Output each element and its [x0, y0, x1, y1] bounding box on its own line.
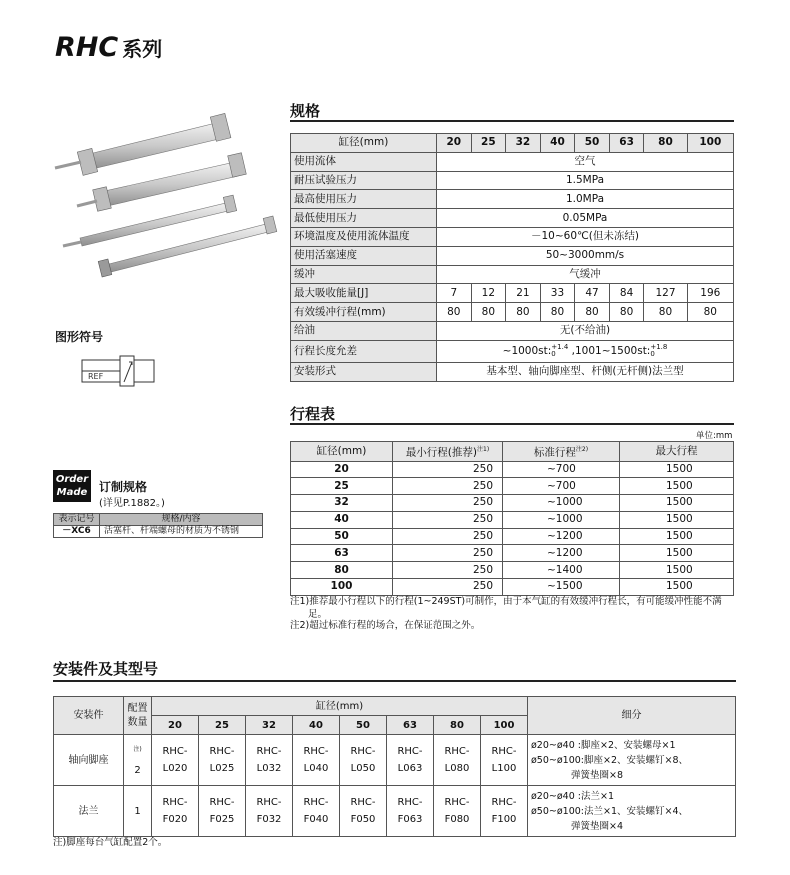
mount-detail-line: ø50~ø100:法兰×1、安装螺钉×4、: [531, 805, 689, 817]
stroke-max: 1500: [620, 495, 734, 512]
spec-row-label: 环境温度及使用流体温度: [291, 227, 437, 246]
stroke-max: 1500: [620, 562, 734, 579]
mount-model: RHC-F020: [152, 786, 199, 837]
mount-model: RHC-L063: [387, 735, 434, 786]
cushion-value: 80: [687, 303, 733, 322]
spec-row-label: 使用流体: [291, 152, 437, 171]
spec-bore: 80: [644, 134, 687, 153]
spec-row-label: 行程长度允差: [291, 340, 437, 362]
spec-table: [290, 133, 734, 382]
mount-col-part: 安装件: [54, 697, 124, 735]
stroke-bore: 32: [291, 495, 393, 512]
spec-row-value: 1.0MPa: [437, 190, 734, 209]
energy-value: 127: [644, 284, 687, 303]
stroke-row: [291, 562, 734, 579]
mount-model: RHC-L032: [246, 735, 293, 786]
order-made-line2: Made: [56, 487, 88, 498]
spec-row: [291, 246, 734, 265]
spec-bore: 32: [506, 134, 541, 153]
stroke-table: [290, 441, 734, 596]
stroke-std: ~700: [503, 461, 620, 478]
mount-detail: [528, 786, 736, 837]
stroke-min: 250: [393, 511, 503, 528]
mount-qty-note: 注): [133, 746, 142, 754]
cushion-value: 80: [575, 303, 610, 322]
energy-value: 84: [609, 284, 644, 303]
stroke-col-std-label: 标准行程: [533, 446, 576, 459]
stroke-min: 250: [393, 528, 503, 545]
energy-value: 33: [540, 284, 575, 303]
spec-row-value: 空气: [437, 152, 734, 171]
mount-col-qty: [124, 697, 152, 735]
mount-note: 注)脚座每台气缸配置2个。: [53, 837, 168, 848]
stroke-bore: 40: [291, 511, 393, 528]
spec-bore: 25: [471, 134, 506, 153]
stroke-col-std-note: 注2): [575, 446, 589, 453]
mount-bore: 50: [340, 716, 387, 735]
order-title: 订制规格: [99, 480, 148, 494]
mount-col-qty-line: 配置: [127, 702, 148, 714]
mount-detail-line: ø50~ø100:脚座×2、安装螺钉×8、: [531, 754, 689, 766]
tolerance-lower: 0: [650, 349, 655, 358]
stroke-row: [291, 579, 734, 596]
mount-model: RHC-F032: [246, 786, 293, 837]
mount-model: RHC-L100: [481, 735, 528, 786]
stroke-col-min-label: 最小行程(推荐): [405, 446, 478, 459]
spec-row: [291, 171, 734, 190]
stroke-col-std: [503, 442, 620, 462]
energy-value: 12: [471, 284, 506, 303]
mount-model: RHC-L050: [340, 735, 387, 786]
stroke-row: [291, 528, 734, 545]
stroke-row: [291, 495, 734, 512]
mount-bore: 32: [246, 716, 293, 735]
tolerance-part: ,1001~1500st:: [571, 344, 651, 357]
mount-qty-value: 1: [124, 786, 152, 837]
stroke-note-1: [290, 595, 740, 621]
mount-row-flange: [54, 786, 736, 837]
mount-detail-line: ø20~ø40 :法兰×1: [531, 790, 614, 802]
spec-row: [291, 340, 734, 362]
stroke-max: 1500: [620, 478, 734, 495]
stroke-title-rule: [290, 423, 734, 425]
mount-model: RHC-L080: [434, 735, 481, 786]
spec-row: [291, 209, 734, 228]
stroke-min: 250: [393, 579, 503, 596]
tolerance-part: ~1000st:: [502, 344, 552, 357]
stroke-bore: 63: [291, 545, 393, 562]
stroke-std: ~700: [503, 478, 620, 495]
stroke-max: 1500: [620, 528, 734, 545]
cushion-value: 80: [644, 303, 687, 322]
stroke-bore: 100: [291, 579, 393, 596]
mount-model: RHC-L025: [199, 735, 246, 786]
spec-tolerance-value: [437, 340, 734, 362]
cylinder-1: [55, 113, 231, 175]
spec-bore-label: 缸径(mm): [291, 134, 437, 153]
stroke-std: ~1000: [503, 495, 620, 512]
energy-value: 7: [437, 284, 472, 303]
order-col-code: 表示记号: [54, 514, 100, 526]
title-series: 系列: [122, 37, 163, 61]
spec-row-value: 气缓冲: [437, 265, 734, 284]
stroke-max: 1500: [620, 545, 734, 562]
mount-part-name: 法兰: [54, 786, 124, 837]
stroke-row: [291, 545, 734, 562]
stroke-bore: 50: [291, 528, 393, 545]
mount-model: RHC-F025: [199, 786, 246, 837]
spec-bore: 20: [437, 134, 472, 153]
mount-model: RHC-F100: [481, 786, 528, 837]
stroke-note-2: 注2)超过标准行程的场合，在保证范围之外。: [290, 620, 481, 631]
spec-row: [291, 321, 734, 340]
stroke-min: 250: [393, 461, 503, 478]
stroke-std: ~1500: [503, 579, 620, 596]
mount-col-detail: 细分: [528, 697, 736, 735]
cushion-value: 80: [471, 303, 506, 322]
mount-bore: 20: [152, 716, 199, 735]
tolerance-upper: +1.8: [650, 342, 668, 351]
spec-row-label: 最高使用压力: [291, 190, 437, 209]
tolerance-upper: +1.4: [551, 342, 569, 351]
mount-model: RHC-F050: [340, 786, 387, 837]
stroke-std: ~1000: [503, 511, 620, 528]
stroke-min: 250: [393, 545, 503, 562]
cushion-value: 80: [540, 303, 575, 322]
stroke-row: [291, 511, 734, 528]
order-subtitle: (详见P.1882。): [99, 498, 165, 509]
spec-row-label: 耐压试验压力: [291, 171, 437, 190]
mount-detail: [528, 735, 736, 786]
order-code: －XC6: [54, 526, 100, 538]
order-row: [54, 526, 263, 538]
mount-bore: 63: [387, 716, 434, 735]
mount-title: 安装件及其型号: [53, 660, 159, 678]
spec-row-value: 基本型、轴向脚座型、杆侧(无杆侧)法兰型: [437, 362, 734, 381]
mount-table: [53, 696, 736, 837]
spec-energy-row: [291, 284, 734, 303]
stroke-min: 250: [393, 562, 503, 579]
mount-detail-line: ø20~ø40 :脚座×2、安装螺母×1: [531, 739, 676, 751]
cushion-value: 80: [506, 303, 541, 322]
symbol-ref-label: REF: [88, 372, 104, 381]
spec-bore: 100: [687, 134, 733, 153]
order-header-row: [54, 514, 263, 526]
mount-bore: 40: [293, 716, 340, 735]
cylinder-symbol-icon: [80, 352, 160, 392]
spec-row-label: 最低使用压力: [291, 209, 437, 228]
mount-part-name: 轴向脚座: [54, 735, 124, 786]
mount-bore: 100: [481, 716, 528, 735]
stroke-std: ~1200: [503, 545, 620, 562]
page-title: [55, 32, 162, 63]
order-made-logo: [53, 470, 91, 502]
energy-value: 47: [575, 284, 610, 303]
stroke-bore: 25: [291, 478, 393, 495]
mount-detail-line: 弹簧垫圈×8: [571, 769, 624, 781]
spec-bore: 50: [575, 134, 610, 153]
stroke-min: 250: [393, 495, 503, 512]
stroke-max: 1500: [620, 511, 734, 528]
spec-title-rule: [290, 120, 734, 122]
stroke-col-min-note: 注1): [477, 446, 490, 453]
energy-value: 21: [506, 284, 541, 303]
spec-row-label: 最大吸收能量[J]: [291, 284, 437, 303]
symbol-title: 图形符号: [55, 330, 104, 344]
spec-row-value: 0.05MPa: [437, 209, 734, 228]
spec-row-label: 安装形式: [291, 362, 437, 381]
stroke-bore: 80: [291, 562, 393, 579]
spec-header-row: [291, 134, 734, 153]
spec-row-label: 有效缓冲行程(mm): [291, 303, 437, 322]
stroke-row: [291, 461, 734, 478]
cushion-value: 80: [437, 303, 472, 322]
mount-model: RHC-L020: [152, 735, 199, 786]
order-table: [53, 513, 263, 538]
spec-row: [291, 362, 734, 381]
stroke-unit: 单位:mm: [696, 431, 733, 441]
spec-row-value: －10~60℃(但未冻结): [437, 227, 734, 246]
stroke-max: 1500: [620, 579, 734, 596]
spec-row: [291, 152, 734, 171]
mount-qty-value: 2: [134, 764, 141, 776]
mount-title-rule: [53, 680, 736, 682]
mount-bore: 25: [199, 716, 246, 735]
stroke-title: 行程表: [290, 405, 336, 423]
stroke-col-max: 最大行程: [620, 442, 734, 462]
stroke-header-row: [291, 442, 734, 462]
spec-row-value: 1.5MPa: [437, 171, 734, 190]
stroke-col-min: [393, 442, 503, 462]
mount-model: RHC-F080: [434, 786, 481, 837]
order-content: 活塞杆、杆端螺母的材质为不锈钢: [100, 526, 263, 538]
tolerance-lower: 0: [551, 349, 556, 358]
spec-row-value: 无(不给油): [437, 321, 734, 340]
title-model: RHC: [55, 32, 119, 63]
mount-model: RHC-F040: [293, 786, 340, 837]
stroke-col-bore: 缸径(mm): [291, 442, 393, 462]
stroke-std: ~1200: [503, 528, 620, 545]
mount-bore: 80: [434, 716, 481, 735]
spec-row-label: 给油: [291, 321, 437, 340]
spec-row: [291, 265, 734, 284]
mount-detail-line: 弹簧垫圈×4: [571, 820, 624, 832]
order-col-content: 规格/内容: [100, 514, 263, 526]
energy-value: 196: [687, 284, 733, 303]
order-made-line1: Order: [55, 474, 89, 485]
stroke-max: 1500: [620, 461, 734, 478]
stroke-std: ~1400: [503, 562, 620, 579]
spec-bore: 63: [609, 134, 644, 153]
spec-row-value: 50~3000mm/s: [437, 246, 734, 265]
stroke-min: 250: [393, 478, 503, 495]
mount-qty: [124, 735, 152, 786]
mount-col-bore: 缸径(mm): [152, 697, 528, 716]
spec-row-label: 缓冲: [291, 265, 437, 284]
spec-row-label: 使用活塞速度: [291, 246, 437, 265]
spec-bore: 40: [540, 134, 575, 153]
spec-title: 规格: [290, 102, 321, 120]
mount-model: RHC-L040: [293, 735, 340, 786]
stroke-note-1-line: 注1)推荐最小行程以下的行程(1~249ST)可制作，由于本气缸的有效缓冲行程长，有可能缓冲性能不满: [290, 596, 722, 607]
spec-cushion-row: [291, 303, 734, 322]
cylinder-4: [98, 216, 277, 277]
mount-row-foot: [54, 735, 736, 786]
mount-header-row: [54, 697, 736, 716]
cushion-value: 80: [609, 303, 644, 322]
stroke-bore: 20: [291, 461, 393, 478]
mount-model: RHC-F063: [387, 786, 434, 837]
stroke-row: [291, 478, 734, 495]
spec-row: [291, 190, 734, 209]
stroke-note-1-line: 足。: [308, 609, 328, 620]
mount-col-qty-line: 数量: [127, 716, 148, 728]
product-photo: [45, 110, 285, 280]
spec-row: [291, 227, 734, 246]
